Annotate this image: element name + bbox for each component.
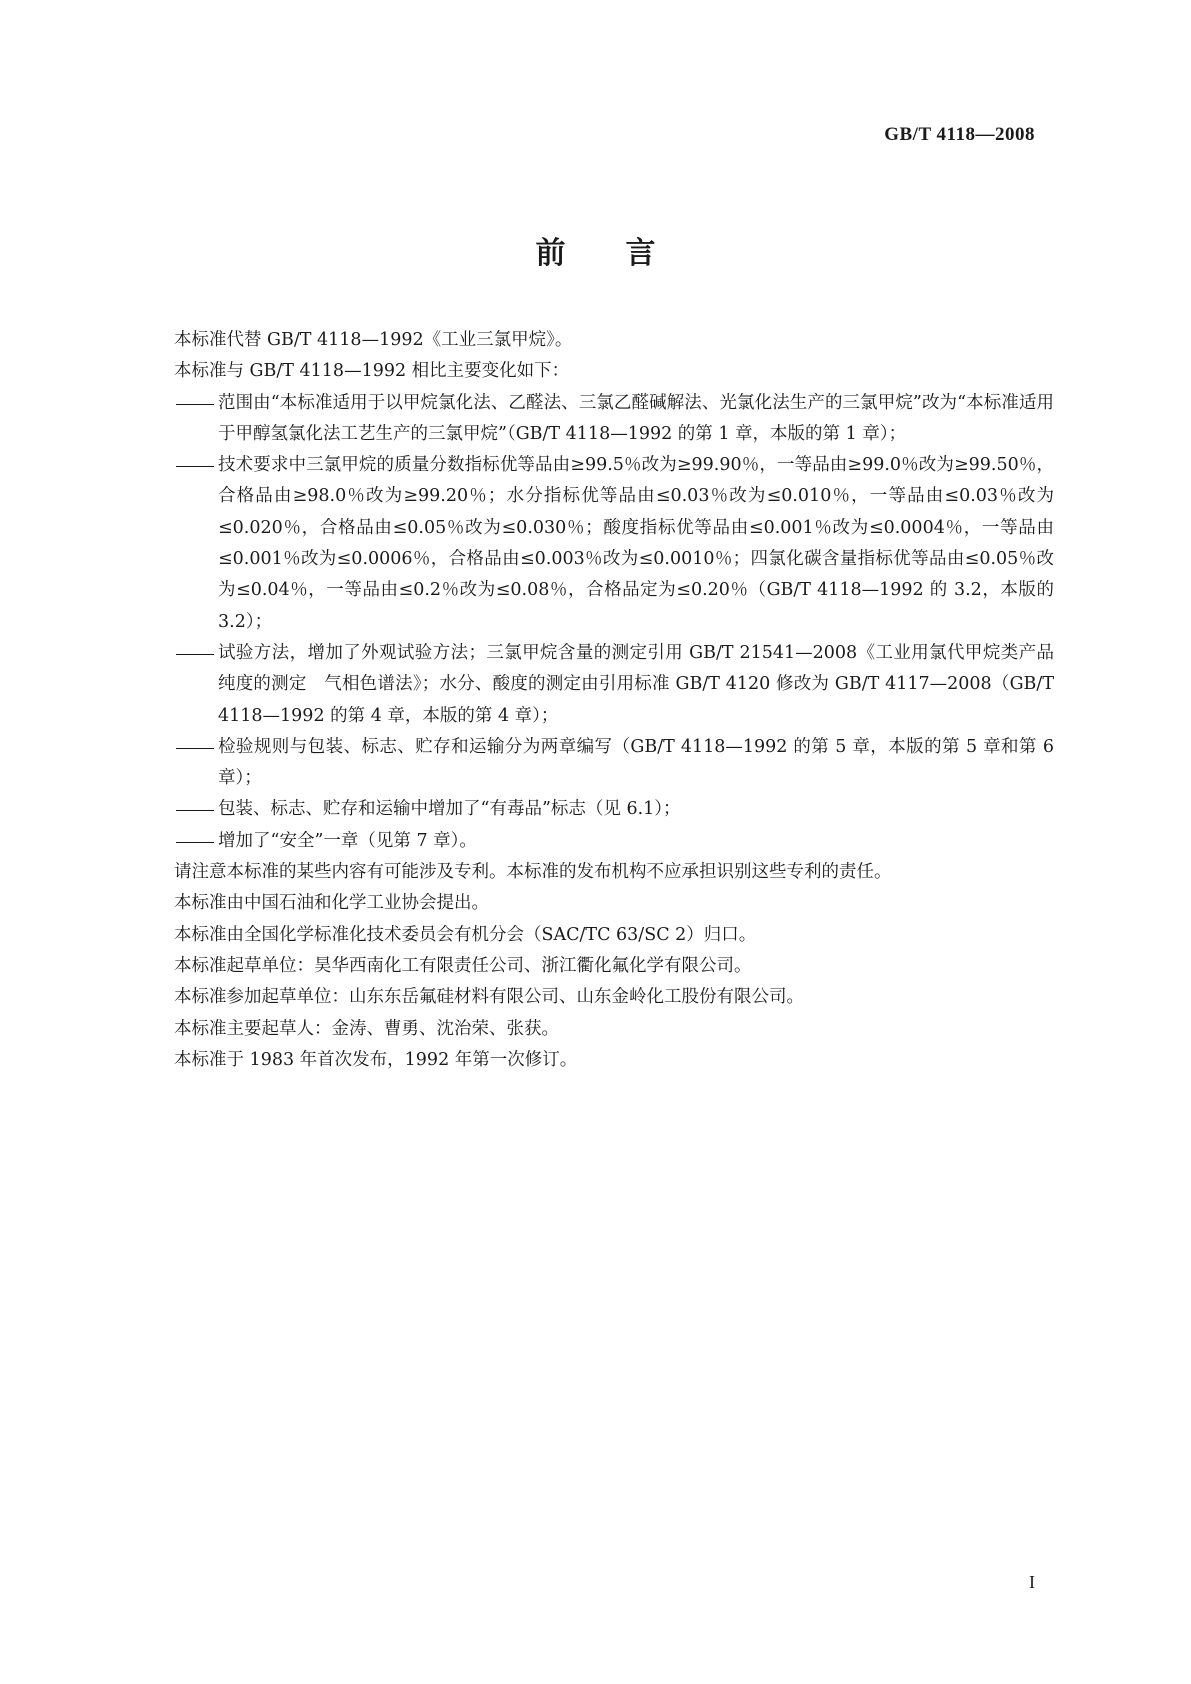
change-item-text: 试验方法，增加了外观试验方法；三氯甲烷含量的测定引用 GB/T 21541—2008《工业用氯代甲烷类产品纯度的测定 气相色谱法》；水分、酸度的测定由引用标准 GB/T 4120 修改为 GB/T 4117—2008（GB/T 4118—1992 的第 4 章，本版的第 4 章）； xyxy=(218,642,1054,726)
change-item-text: 包装、标志、贮存和运输中增加了“有毒品”标志（见 6.1）； xyxy=(218,799,681,820)
change-item-text: 范围由“本标准适用于以甲烷氯化法、乙醛法、三氯乙醛碱解法、光氯化法生产的三氯甲烷”改为“本标准适用于甲醇氢氯化法工艺生产的三氯甲烷”（GB/T 4118—1992 的第 1 章，本版的第 1 章）； xyxy=(218,392,1054,444)
change-item-safety-chapter xyxy=(174,826,1054,857)
foreword-body xyxy=(174,325,1054,1076)
change-item-text: 技术要求中三氯甲烷的质量分数指标优等品由≥99.5％改为≥99.90％，一等品由≥99.0％改为≥99.50％，合格品由≥98.0％改为≥99.20％；水分指标优等品由≤0.03％改为≤0.010％，一等品由≤0.03％改为≤0.020％，合格品由≤0.05％改为≤0.030％；酸度指标优等品由≤0.001％改为≤0.0004％，一等品由≤0.001％改为≤0.0006％，合格品由≤0.003％改为≤0.0010％；四氯化碳含量指标优等品由≤0.05％改为≤0.04％，一等品由≤0.2％改为≤0.08％，合格品定为≤0.20％（GB/T 4118—1992 的 3.2，本版的 3.2）； xyxy=(218,455,1054,632)
page-title-char-1: 前 xyxy=(535,236,566,271)
page-title-char-2: 言 xyxy=(625,236,656,271)
paragraph-patent-notice: 请注意本标准的某些内容有可能涉及专利。本标准的发布机构不应承担识别这些专利的责任。 xyxy=(174,862,892,883)
paragraph-committee: 本标准由全国化学标准化技术委员会有机分会（SAC/TC 63/SC 2）归口。 xyxy=(174,924,757,945)
change-item-text: 检验规则与包装、标志、贮存和运输分为两章编写（GB/T 4118—1992 的第 5 章，本版的第 5 章和第 6 章）； xyxy=(218,736,1054,789)
paragraph-drafters: 本标准主要起草人：金涛、曹勇、沈治荣、张获。 xyxy=(174,1018,559,1039)
change-item-text: 增加了“安全”一章（见第 7 章）。 xyxy=(218,830,477,851)
document-code: GB/T 4118—2008 xyxy=(884,124,1035,145)
paragraph-changes-intro: 本标准与 GB/T 4118—1992 相比主要变化如下： xyxy=(174,361,570,382)
page-title xyxy=(0,228,1191,272)
change-item-scope xyxy=(174,388,1054,451)
paragraph-replaces: 本标准代替 GB/T 4118—1992《工业三氯甲烷》。 xyxy=(174,330,573,350)
change-item-test-methods xyxy=(174,638,1054,732)
paragraph-participating-units: 本标准参加起草单位：山东东岳氟硅材料有限公司、山东金岭化工股份有限公司。 xyxy=(174,987,804,1008)
paragraph-history: 本标准于 1983 年首次发布，1992 年第一次修订。 xyxy=(174,1049,578,1070)
page-number: I xyxy=(1029,1572,1035,1592)
change-item-inspection-rules xyxy=(174,732,1054,795)
paragraph-proposer: 本标准由中国石油和化学工业协会提出。 xyxy=(174,893,489,914)
change-item-toxic-mark xyxy=(174,794,1054,825)
paragraph-drafting-units: 本标准起草单位：昊华西南化工有限责任公司、浙江衢化氟化学有限公司。 xyxy=(174,955,752,976)
change-item-requirements xyxy=(174,450,1054,638)
